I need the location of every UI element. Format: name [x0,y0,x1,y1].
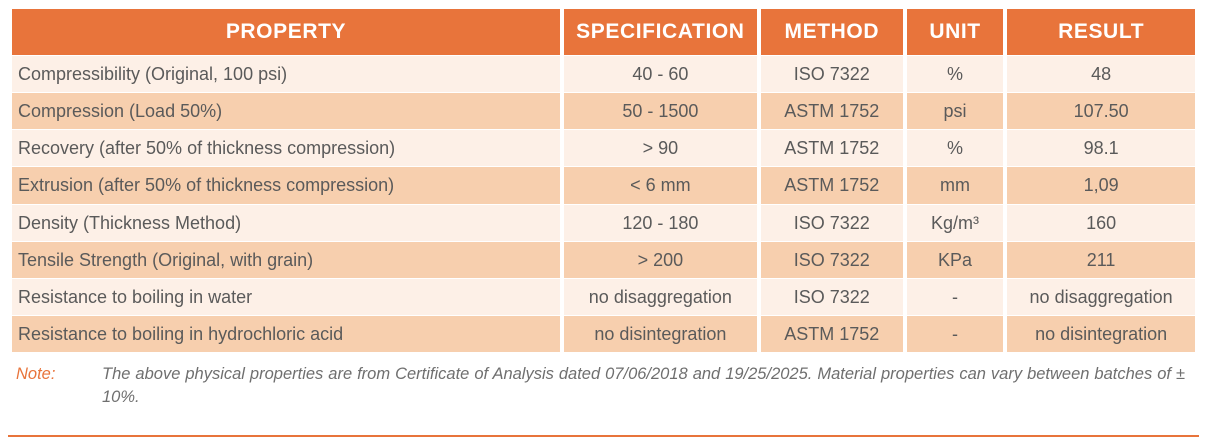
cell-method: ASTM 1752 [761,93,903,129]
cell-specification: > 90 [564,130,757,166]
column-header-property: PROPERTY [12,9,560,55]
cell-specification: < 6 mm [564,167,757,203]
cell-property: Tensile Strength (Original, with grain) [12,242,560,278]
table-row [12,205,1195,241]
table-row [12,279,1195,315]
column-header-unit: UNIT [907,9,1003,55]
table-row [12,130,1195,166]
cell-method: ISO 7322 [761,205,903,241]
cell-property: Compression (Load 50%) [12,93,560,129]
cell-result: 1,09 [1007,167,1195,203]
cell-method: ASTM 1752 [761,167,903,203]
cell-method: ISO 7322 [761,56,903,92]
cell-result: 107.50 [1007,93,1195,129]
table-row [12,316,1195,352]
cell-result: no disaggregation [1007,279,1195,315]
column-header-method: METHOD [761,9,903,55]
cell-method: ASTM 1752 [761,316,903,352]
cell-specification: no disintegration [564,316,757,352]
cell-unit: - [907,316,1003,352]
column-header-result: RESULT [1007,9,1195,55]
cell-result: 48 [1007,56,1195,92]
cell-unit: KPa [907,242,1003,278]
cell-method: ASTM 1752 [761,130,903,166]
cell-unit: - [907,279,1003,315]
cell-property: Resistance to boiling in water [12,279,560,315]
cell-unit: Kg/m³ [907,205,1003,241]
cell-result: 98.1 [1007,130,1195,166]
cell-result: 160 [1007,205,1195,241]
column-header-specification: SPECIFICATION [564,9,757,55]
cell-method: ISO 7322 [761,242,903,278]
table-body [12,56,1195,352]
cell-property: Recovery (after 50% of thickness compression) [12,130,560,166]
cell-property: Density (Thickness Method) [12,205,560,241]
cell-result: no disintegration [1007,316,1195,352]
cell-specification: no disaggregation [564,279,757,315]
cell-specification: > 200 [564,242,757,278]
cell-specification: 50 - 1500 [564,93,757,129]
cell-unit: psi [907,93,1003,129]
footnote-text: The above physical properties are from Certificate of Analysis dated 07/06/2018 and 19/25/2025. Material properties can vary between batches of ± 10%. [102,365,1185,406]
cell-specification: 120 - 180 [564,205,757,241]
table-header [12,9,1195,55]
physical-properties-table [8,8,1199,353]
bottom-rule [8,435,1199,437]
table-row [12,167,1195,203]
cell-specification: 40 - 60 [564,56,757,92]
cell-result: 211 [1007,242,1195,278]
table-header-row [12,9,1195,55]
cell-property: Resistance to boiling in hydrochloric acid [12,316,560,352]
footnote-label: Note: [16,365,56,384]
table-row [12,93,1195,129]
table-row [12,56,1195,92]
cell-unit: % [907,56,1003,92]
cell-method: ISO 7322 [761,279,903,315]
footnote [16,363,1191,408]
cell-unit: mm [907,167,1003,203]
cell-property: Extrusion (after 50% of thickness compression) [12,167,560,203]
cell-property: Compressibility (Original, 100 psi) [12,56,560,92]
cell-unit: % [907,130,1003,166]
table-row [12,242,1195,278]
